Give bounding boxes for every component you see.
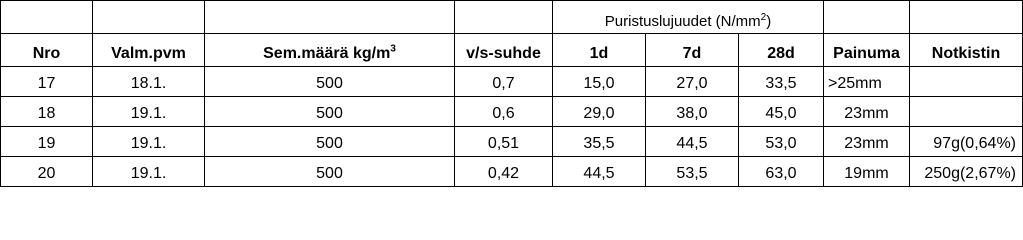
cell-sem-maara: 500 xyxy=(205,157,455,187)
cell-vs-suhde: 0,51 xyxy=(455,127,553,157)
group-header-row xyxy=(1,1,1023,34)
cell-sem-maara: 500 xyxy=(205,67,455,97)
cell-vs-suhde: 0,7 xyxy=(455,67,553,97)
cell-valm-pvm: 19.1. xyxy=(93,127,205,157)
table-row xyxy=(1,97,1023,127)
cell-painuma: 23mm xyxy=(824,97,910,127)
column-header-row xyxy=(1,34,1023,67)
table-row xyxy=(1,127,1023,157)
cell-notkistin xyxy=(910,67,1023,97)
empty-cell xyxy=(824,1,910,34)
empty-cell xyxy=(455,1,553,34)
col-header-valm-pvm: Valm.pvm xyxy=(93,34,205,67)
cell-7d: 27,0 xyxy=(646,67,739,97)
group-header-superscript: 2 xyxy=(760,12,767,23)
cell-valm-pvm: 19.1. xyxy=(93,157,205,187)
col-header-7d: 7d xyxy=(646,34,739,67)
cell-28d: 63,0 xyxy=(739,157,824,187)
cell-28d: 45,0 xyxy=(739,97,824,127)
empty-cell xyxy=(93,1,205,34)
cell-7d: 53,5 xyxy=(646,157,739,187)
cell-1d: 29,0 xyxy=(553,97,646,127)
cell-notkistin: 97g(0,64%) xyxy=(910,127,1023,157)
col-header-nro: Nro xyxy=(1,34,93,67)
col-header-painuma: Painuma xyxy=(824,34,910,67)
col-header-notkistin: Notkistin xyxy=(910,34,1023,67)
col-header-sem-label: Sem.määrä kg/m xyxy=(263,45,391,62)
cell-1d: 15,0 xyxy=(553,67,646,97)
cell-notkistin: 250g(2,67%) xyxy=(910,157,1023,187)
empty-cell xyxy=(1,1,93,34)
cell-valm-pvm: 19.1. xyxy=(93,97,205,127)
col-header-vs-suhde: v/s-suhde xyxy=(455,34,553,67)
cell-vs-suhde: 0,6 xyxy=(455,97,553,127)
cell-painuma: >25mm xyxy=(824,67,910,97)
cell-nro: 19 xyxy=(1,127,93,157)
cell-nro: 20 xyxy=(1,157,93,187)
empty-cell xyxy=(910,1,1023,34)
col-header-28d: 28d xyxy=(739,34,824,67)
cell-sem-maara: 500 xyxy=(205,97,455,127)
col-header-sem-maara xyxy=(205,34,455,67)
cell-28d: 53,0 xyxy=(739,127,824,157)
empty-cell xyxy=(205,1,455,34)
cell-notkistin xyxy=(910,97,1023,127)
table-row xyxy=(1,157,1023,187)
cell-nro: 18 xyxy=(1,97,93,127)
cell-vs-suhde: 0,42 xyxy=(455,157,553,187)
cell-valm-pvm: 18.1. xyxy=(93,67,205,97)
col-header-sem-superscript: 3 xyxy=(390,43,396,55)
group-header-close: ) xyxy=(766,13,772,30)
cell-7d: 44,5 xyxy=(646,127,739,157)
cell-painuma: 19mm xyxy=(824,157,910,187)
cell-nro: 17 xyxy=(1,67,93,97)
cell-1d: 35,5 xyxy=(553,127,646,157)
cell-sem-maara: 500 xyxy=(205,127,455,157)
table-row xyxy=(1,67,1023,97)
cell-painuma: 23mm xyxy=(824,127,910,157)
compressive-strength-group-header xyxy=(553,1,824,34)
cell-28d: 33,5 xyxy=(739,67,824,97)
cell-1d: 44,5 xyxy=(553,157,646,187)
cell-7d: 38,0 xyxy=(646,97,739,127)
group-header-label: Puristuslujuudet (N/mm xyxy=(604,13,761,30)
col-header-1d: 1d xyxy=(553,34,646,67)
